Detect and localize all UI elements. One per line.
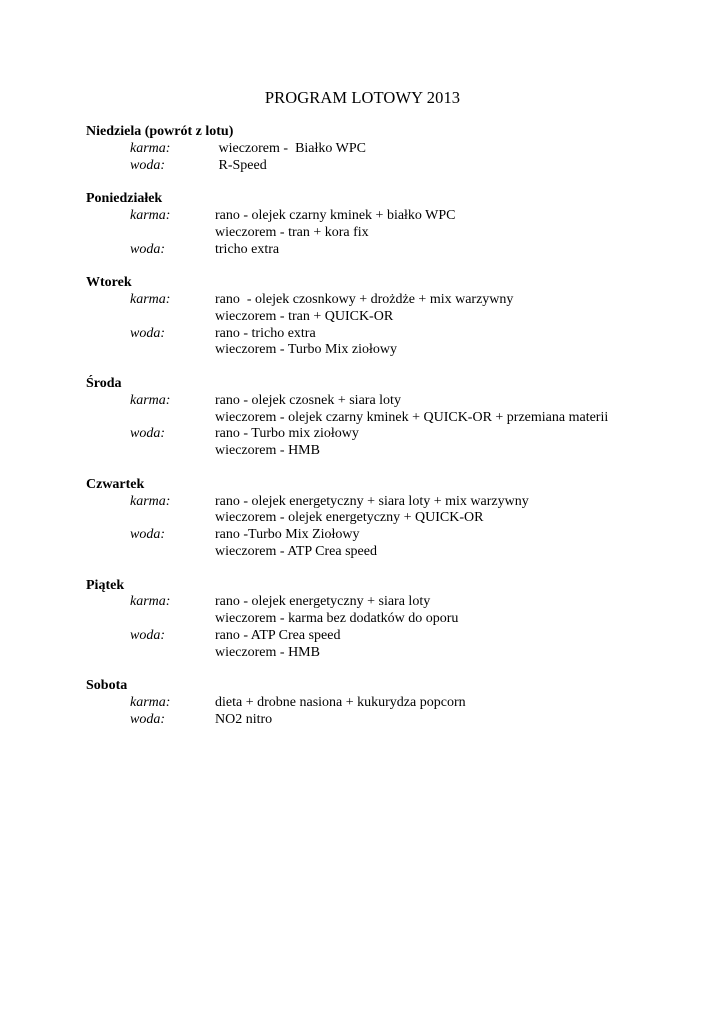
entry-row: [86, 242, 706, 259]
day-heading: Poniedziałek: [86, 191, 163, 207]
entry-row: [86, 712, 706, 729]
entry-row: [86, 426, 706, 460]
entry-line: wieczorem - Turbo Mix ziołowy: [215, 342, 397, 358]
weekly-program: [86, 124, 706, 745]
entry-line: wieczorem - tran + kora fix: [215, 224, 369, 240]
entry-row: [86, 292, 706, 326]
entry-line: rano - olejek energetyczny + siara loty + mix warzywny: [215, 493, 529, 509]
entry-line: wieczorem - HMB: [215, 443, 320, 459]
entry-label: karma:: [130, 493, 171, 509]
entry-lines: [215, 628, 340, 662]
entry-line: wieczorem - Białko WPC: [215, 140, 366, 156]
entry-lines: [215, 695, 466, 712]
entry-lines: [215, 208, 456, 242]
entry-line: rano -Turbo Mix Ziołowy: [215, 527, 360, 543]
day-section: [86, 124, 706, 174]
entry-line: tricho extra: [215, 241, 280, 257]
entry-line: rano - olejek czarny kminek + białko WPC: [215, 207, 456, 223]
day-heading: Piątek: [86, 577, 125, 593]
entry-row: [86, 393, 706, 427]
entry-row: [86, 628, 706, 662]
entry-lines: [215, 141, 366, 158]
entry-label: woda:: [130, 711, 165, 727]
entry-lines: [215, 326, 397, 360]
day-heading: Sobota: [86, 678, 128, 694]
entry-label: karma:: [130, 594, 171, 610]
entry-row: [86, 158, 706, 175]
day-heading: Środa: [86, 375, 122, 391]
entry-lines: [215, 594, 458, 628]
entry-row: [86, 326, 706, 360]
entry-label: woda:: [130, 426, 165, 442]
entry-line: wieczorem - HMB: [215, 644, 320, 660]
entry-lines: [215, 426, 359, 460]
entry-row: [86, 695, 706, 712]
entry-row: [86, 141, 706, 158]
entry-label: woda:: [130, 325, 165, 341]
entry-row: [86, 208, 706, 242]
entry-row: [86, 527, 706, 561]
entry-line: wieczorem - karma bez dodatków do oporu: [215, 611, 459, 627]
entry-lines: [215, 242, 279, 259]
entry-label: karma:: [130, 392, 171, 408]
document-title: PROGRAM LOTOWY 2013: [264, 88, 461, 107]
day-heading: Wtorek: [86, 275, 132, 291]
entry-label: karma:: [130, 695, 171, 711]
day-heading: Niedziela (powrót z lotu): [86, 124, 234, 139]
entry-line: NO2 nitro: [215, 711, 273, 727]
entry-line: rano - tricho extra: [215, 325, 316, 341]
entry-row: [86, 594, 706, 628]
entry-line: rano - olejek czosnkowy + drożdże + mix warzywny: [215, 291, 514, 307]
entry-label: woda:: [130, 241, 165, 257]
entry-label: woda:: [130, 627, 165, 643]
entry-lines: [215, 712, 272, 729]
day-heading: Czwartek: [86, 476, 145, 492]
day-section: [86, 578, 706, 662]
entry-line: wieczorem - olejek czarny kminek + QUICK-OR + przemiana materii: [215, 409, 609, 425]
entry-label: karma:: [130, 140, 171, 156]
entry-line: wieczorem - ATP Crea speed: [215, 543, 377, 559]
day-section: [86, 477, 706, 561]
entry-label: woda:: [130, 157, 165, 173]
entry-line: rano - Turbo mix ziołowy: [215, 426, 359, 442]
day-section: [86, 678, 706, 728]
entry-lines: [215, 158, 267, 175]
entry-line: rano - ATP Crea speed: [215, 627, 341, 643]
entry-label: woda:: [130, 527, 165, 543]
entry-line: R-Speed: [215, 157, 267, 173]
entry-row: [86, 494, 706, 528]
entry-label: karma:: [130, 207, 171, 223]
entry-line: rano - olejek energetyczny + siara loty: [215, 594, 431, 610]
entry-lines: [215, 393, 608, 427]
entry-lines: [215, 527, 377, 561]
entry-line: dieta + drobne nasiona + kukurydza popcorn: [215, 695, 466, 711]
entry-label: karma:: [130, 291, 171, 307]
entry-lines: [215, 494, 529, 528]
day-section: [86, 275, 706, 359]
entry-lines: [215, 292, 513, 326]
entry-line: wieczorem - olejek energetyczny + QUICK-OR: [215, 510, 484, 526]
entry-line: wieczorem - tran + QUICK-OR: [215, 308, 394, 324]
day-section: [86, 191, 706, 258]
day-section: [86, 376, 706, 460]
entry-line: rano - olejek czosnek + siara loty: [215, 392, 401, 408]
